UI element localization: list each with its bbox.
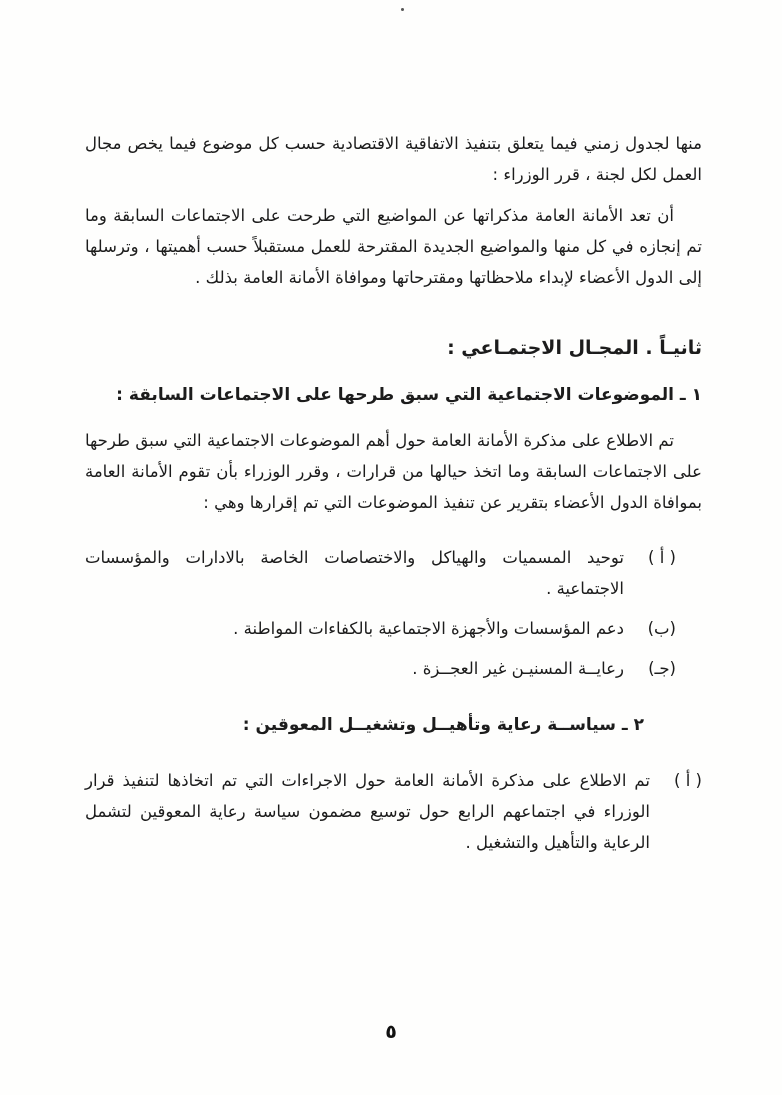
scan-artifact-dot: [401, 8, 404, 11]
list-marker: (ب): [647, 619, 676, 638]
list-item: [85, 542, 676, 604]
list-item: [85, 653, 676, 684]
item1-paragraph: تم الاطلاع على مذكرة الأمانة العامة حول أهم الموضوعات الاجتماعية التي سبق طرحها على الاجتماعات السابقة وما اتخذ حيالها من قرارات ، وقرر الوزراء بأن تقوم الأمانة العامة بموافاة الدول الأعضاء بتقرير عن تنفيذ الموضوعات التي تم إقرارها وهي :: [85, 431, 702, 512]
list-text: تم الاطلاع على مذكرة الأمانة العامة حول الاجراءات التي تم اتخاذها لتنفيذ قرار الوزراء في اجتماعهم الرابع حول توسيع مضمون سياسة رعاية المعوقين لتشمل الرعاية والتأهيل والتشغيل .: [85, 771, 650, 852]
paragraph-intro: منها لجدول زمني فيما يتعلق بتنفيذ الاتفاقية الاقتصادية حسب كل موضوع فيما يخص مجال العمل لكل لجنة ، قرر الوزراء :: [85, 134, 702, 184]
section-heading-social: ثانيـاً . المجـال الاجتمـاعي :: [447, 337, 702, 359]
list-text: دعم المؤسسات والأجهزة الاجتماعية بالكفاءات المواطنة .: [233, 619, 624, 638]
paragraph-decision: أن تعد الأمانة العامة مذكراتها عن المواضيع التي طرحت على الاجتماعات السابقة وما تم إنجازه في كل منها والمواضيع الجديدة المقترحة للعمل مستقبلاً حسب أهميتها ، وترسلها إلى الدول الأعضاء لإبداء ملاحظاتها ومقترحاتها وموافاة الأمانة العامة بذلك .: [85, 206, 702, 287]
list-marker: ( أ ): [674, 771, 702, 790]
list-marker: ( أ ): [648, 548, 676, 567]
list-marker: (جـ): [648, 659, 676, 678]
item2-list: [85, 765, 702, 858]
list-item: [85, 613, 676, 644]
list-item: [85, 765, 702, 858]
item1-heading: ١ ـ الموضوعات الاجتماعية التي سبق طرحها على الاجتماعات السابقة :: [116, 385, 702, 405]
list-text: رعايــة المسنيـن غير العجــزة .: [412, 659, 624, 678]
document-body: [85, 128, 702, 867]
list-text: توحيد المسميات والهياكل والاختصاصات الخاصة بالادارات والمؤسسات الاجتماعية .: [85, 548, 624, 598]
item2-heading: ٢ ـ سياســة رعاية وتأهيــل وتشغيــل المعوقين :: [242, 715, 644, 735]
page-number: ٥: [385, 1021, 397, 1043]
item1-list: [85, 542, 702, 684]
